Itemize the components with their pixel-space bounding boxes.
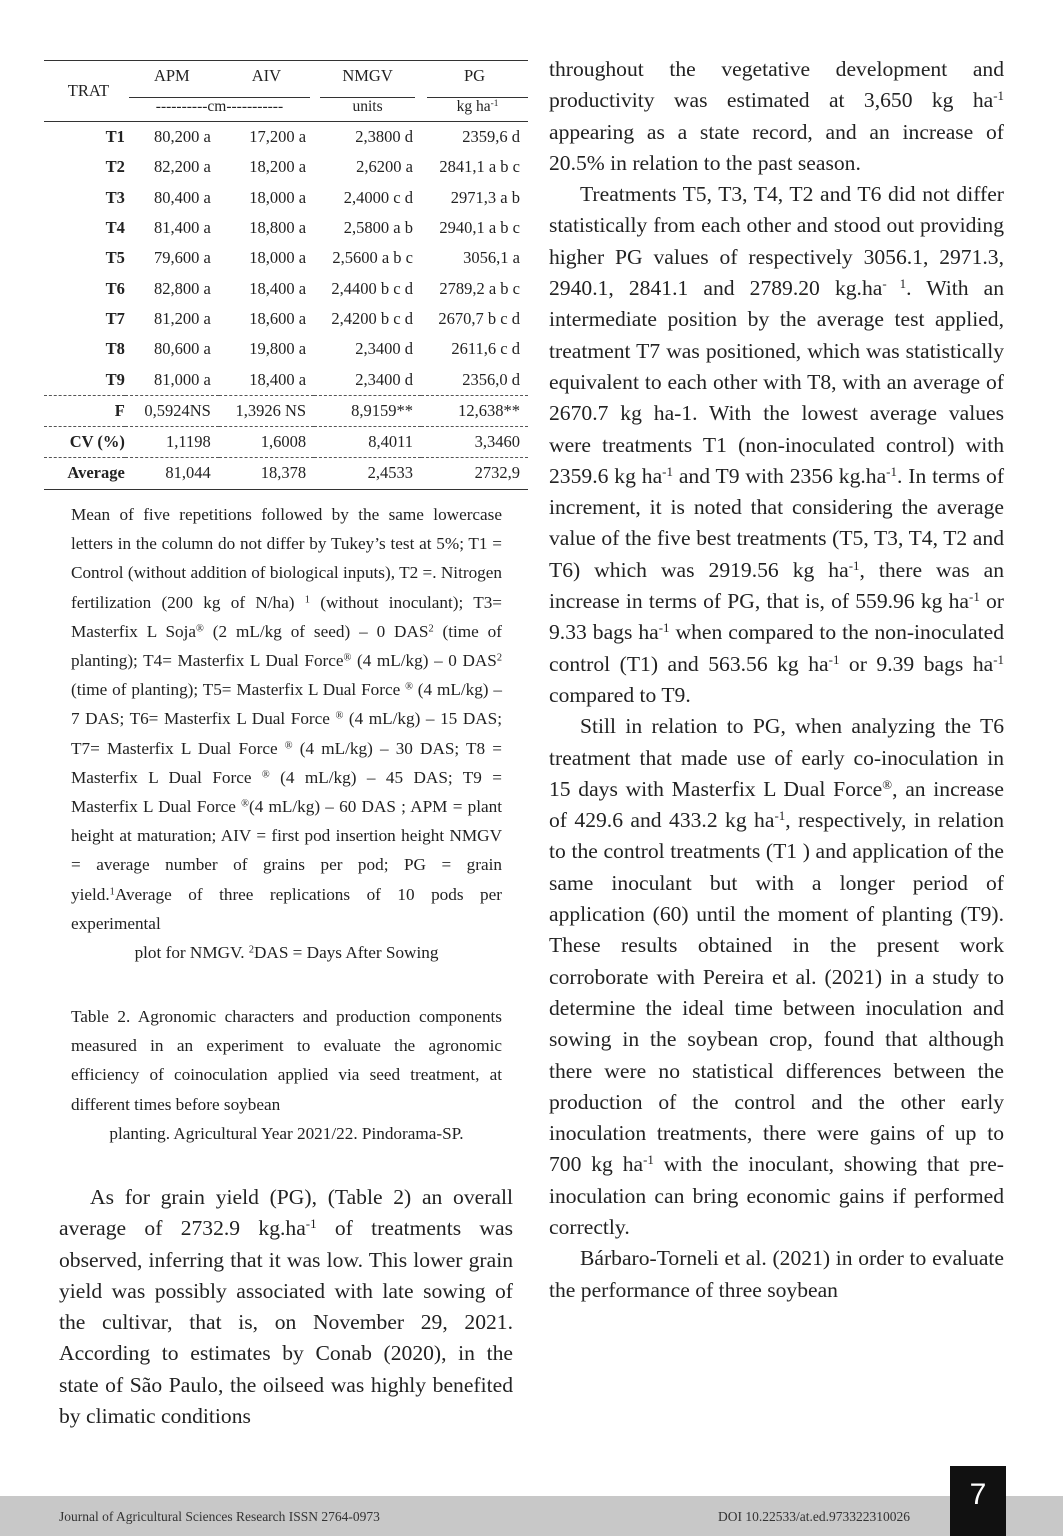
cell-pg: 2611,6 c d: [451, 339, 520, 359]
cell-pg: 2971,3 a b: [450, 187, 520, 207]
cell-apm: 81,400 a: [153, 218, 211, 238]
cell-pg: 12,638**: [421, 395, 528, 426]
r-p2d: . In terms of increment, it is noted that considering the average value of the five best treatments (T5, T3, T4, T2 and T6) which was 2919.56 kg ha: [549, 463, 1005, 582]
note-text-3: (2 mL/kg of seed) – 0 DAS: [203, 621, 429, 641]
note-text-2: (without inoculant); T3= Masterfix L Soja: [71, 592, 502, 641]
cell-aiv: 18,378: [219, 458, 314, 489]
note-last-line: [71, 938, 502, 967]
caption-last-line: planting. Agricultural Year 2021/22. Pindorama-SP.: [109, 1123, 464, 1143]
paragraph-grain-yield: [59, 1182, 513, 1432]
cell-nmgv: 2,4533: [314, 458, 421, 489]
page-number: 7: [969, 1478, 987, 1511]
table-row: [44, 183, 528, 213]
unit-pg-label: kg ha: [456, 97, 491, 115]
note-sup-2c: 2: [248, 944, 254, 956]
table-row: [44, 213, 528, 243]
r-p3b: , an increase of 429.6 and 433.2 kg ha: [549, 776, 1004, 833]
note-reg-2: ®: [343, 652, 352, 664]
cell-apm: 82,200 a: [153, 157, 211, 177]
note-text-6: (time of planting); T5= Masterfix L Dual Force: [71, 680, 406, 700]
note-last-text-2: DAS = Days After Sowing: [254, 943, 439, 963]
note-reg-5: ®: [284, 739, 293, 751]
r-sup-3: -1: [886, 463, 897, 479]
note-text-5: (4 mL/kg) – 0 DAS: [351, 651, 497, 671]
cell-aiv: 18,800 a: [249, 218, 307, 238]
row-label: T1: [44, 122, 125, 153]
r-p3c: , respectively, in relation to the control treatments (T1 ) and application of the same inoculant but with a longer period of application (60) until the moment of planting (T9). These results obtained in the present work corroborate with Pereira et al. (2021) in a study to determine the ideal time between inoculation and sowing in the soybean crop, found that although there were no statistical differences between the production of the control and the other early inoculation treatments, there were gains of up to 700 kg ha: [549, 808, 1004, 1177]
note-text-11: (4 mL/kg) – 60 DAS ; APM = plant height at maturation; AIV = first pod insertion height NMGV = average number of grains per pod; PG = grain yield.: [71, 797, 502, 904]
note-sup-1: 1: [304, 593, 310, 605]
cell-pg: 2732,9: [421, 458, 528, 489]
cell-apm: 80,200 a: [125, 122, 219, 153]
row-label: T4: [105, 218, 125, 238]
unit-cm-label: ----------cm-----------: [129, 97, 310, 116]
cell-apm: 80,600 a: [153, 339, 211, 359]
cell-pg: 2359,6 d: [421, 122, 528, 153]
r-p2i: compared to T9.: [549, 682, 691, 707]
note-reg-6: ®: [261, 769, 270, 781]
table-row: [44, 243, 528, 273]
r-sup-4: -1: [848, 557, 860, 573]
note-last-text: plot for NMGV.: [134, 943, 249, 963]
table-row: [44, 122, 528, 153]
note-text-12: Average of three replications of 10 pods per experimental: [71, 884, 502, 933]
note-text-9: (4 mL/kg) – 30 DAS; T8 = Masterfix L Dual Force: [71, 738, 502, 787]
note-reg-4: ®: [335, 710, 344, 722]
cell-apm: 80,400 a: [153, 187, 211, 207]
unit-cm: [125, 91, 314, 122]
footer-journal: Journal of Agricultural Sciences Research ISSN 2764-0973: [59, 1509, 380, 1524]
r-p2b: . With an intermediate position by the average test applied, treatment T7 was positioned, which was statistically equivalent to each other with T8, with an average of 2670.7 kg ha-1. With the lowest average values were treatments T1 (non-inoculated control) with 2359.6 kg ha: [549, 276, 1005, 488]
cell-apm: 81,044: [125, 458, 219, 489]
r-sup-1: -1: [993, 88, 1004, 104]
table-row: [44, 273, 528, 303]
note-text-8: (4 mL/kg) – 15 DAS; T7= Masterfix L Dual Force: [71, 709, 503, 758]
cell-apm: 0,5924NS: [125, 395, 219, 426]
cell-nmgv: 8,4011: [314, 426, 421, 457]
r-p1b: appearing as a state record, and an increase of 20.5% in relation to the past season.: [549, 119, 1004, 175]
r-p2c: and T9 with 2356 kg.ha: [672, 463, 887, 488]
paragraph-treatments: [549, 179, 1004, 711]
table-row: [44, 304, 528, 334]
table-caption: [71, 1002, 502, 1148]
table-row: [44, 334, 528, 364]
header-pg: PG: [421, 61, 528, 92]
cell-aiv: 17,200 a: [219, 122, 314, 153]
r-sup-8: -1: [993, 651, 1004, 667]
r-p1a: throughout the vegetative development and productivity was estimated at 3,650 kg ha: [549, 57, 1004, 113]
cell-aiv: 18,000 a: [249, 187, 307, 207]
cell-pg: 2356,0 d: [462, 369, 520, 389]
cell-aiv: 18,400 a: [249, 278, 307, 298]
left-column-text: [59, 1182, 513, 1432]
cell-aiv: 1,6008: [219, 426, 314, 457]
row-label: T6: [105, 278, 125, 298]
cell-pg: 2940,1 a b c: [439, 218, 520, 238]
row-label: F: [44, 395, 125, 426]
row-label: CV (%): [44, 426, 125, 457]
header-apm: APM: [125, 61, 219, 92]
right-column-text: [549, 54, 1004, 1306]
unit-pg-exponent: -1: [490, 98, 499, 109]
paragraph-continued: [549, 54, 1004, 179]
r-p2f: or 9.33 bags ha: [549, 589, 1004, 645]
cell-pg: 3056,1 a: [463, 248, 520, 268]
left-text-a: As for grain yield (PG), (Table 2) an overall average of 2732.9 kg.ha: [59, 1185, 513, 1241]
cell-apm: 81,000 a: [153, 369, 211, 389]
cell-nmgv: 2,6200 a: [356, 157, 413, 177]
note-reg-7: ®: [241, 798, 249, 810]
caption-text: Table 2. Agronomic characters and production components measured in an experiment to evaluate the agronomic efficiency of coinoculation applied via seed treatment, at different times before soybean: [71, 1007, 502, 1114]
page-footer: [0, 1496, 1063, 1536]
row-label: Average: [44, 458, 125, 489]
table-row-f: [44, 395, 528, 426]
unit-nmgv-label: units: [320, 97, 415, 116]
r-sup-9: -1: [774, 808, 786, 823]
cell-pg: 2841,1 a b c: [439, 157, 520, 177]
r-p3a: Still in relation to PG, when analyzing the T6 treatment that made use of early co-inoculation in 15 days with Masterfix L Dual Force: [549, 714, 1004, 801]
r-p2a: Treatments T5, T3, T4, T2 and T6 did not differ statistically from each other and stood out providing higher PG values of respectively 3056.1, 2971.3, 2940.1, 2841.1 and 2789.20 kg.ha: [549, 182, 1004, 301]
r-p3d: with the inoculant, showing that pre-inoculation can bring economic gains if performed correctly.: [549, 1152, 1004, 1239]
note-text-1: Mean of five repetitions followed by the same lowercase letters in the column do not differ by Tukey’s test at 5%; T1 = Control (without addition of biological inputs), T2 =. Nitrogen fertilization (200 kg of N/ha): [71, 505, 502, 612]
note-reg-3: ®: [405, 681, 413, 693]
cell-nmgv: 2,4400 b c d: [331, 278, 413, 298]
row-label: T7: [105, 308, 125, 328]
cell-aiv: 19,800 a: [249, 339, 307, 359]
note-reg-1: ®: [196, 623, 204, 635]
results-table: [44, 60, 528, 490]
left-sup-a: -1: [305, 1216, 317, 1232]
cell-apm: 79,600 a: [153, 248, 211, 268]
row-label: T2: [105, 157, 125, 177]
r-p2h: or 9.39 bags ha: [839, 651, 994, 676]
header-aiv: AIV: [219, 61, 314, 92]
results-table-wrapper: [44, 60, 528, 490]
cell-apm: 1,1198: [125, 426, 219, 457]
row-label: T9: [105, 369, 125, 389]
table-row-average: [44, 458, 528, 489]
cell-apm: 81,200 a: [153, 308, 211, 328]
cell-nmgv: 2,4200 b c d: [331, 308, 413, 328]
table-row: [44, 152, 528, 182]
cell-pg: 2670,7 b c d: [438, 308, 520, 328]
r-sup-6: -1: [658, 620, 670, 636]
cell-nmgv: 2,5600 a b c: [332, 248, 413, 268]
cell-aiv: 18,600 a: [249, 308, 307, 328]
page-number-box: [950, 1466, 1006, 1536]
r-sup-7: -1: [828, 651, 840, 667]
row-label: T3: [105, 187, 125, 207]
cell-nmgv: 2,3400 d: [355, 369, 413, 389]
note-sup-2b: 2: [496, 652, 502, 664]
cell-nmgv: 2,3400 d: [355, 339, 413, 359]
footer-doi: DOI 10.22533/at.ed.973322310026: [718, 1509, 910, 1524]
cell-pg: 3,3460: [421, 426, 528, 457]
cell-nmgv: 2,4000 c d: [343, 187, 413, 207]
table-row: [44, 364, 528, 395]
note-text-10: (4 mL/kg) – 45 DAS; T9 = Masterfix L Dual Force: [71, 767, 502, 817]
r-p4: Bárbaro-Torneli et al. (2021) in order to evaluate the performance of three soybean: [549, 1246, 1004, 1302]
r-p2g: when compared to the non-inoculated control (T1) and 563.56 kg ha: [549, 620, 1004, 676]
cell-aiv: 1,3926 NS: [219, 395, 314, 426]
unit-pg: [421, 91, 528, 122]
cell-aiv: 18,200 a: [249, 157, 307, 177]
header-trat: TRAT: [44, 61, 125, 122]
r-p2-sup: - 1: [882, 275, 907, 291]
left-text-b: of treatments was observed, inferring that it was low. This lower grain yield was possibly associated with late sowing of the cultivar, that is, on November 29, 2021. According to estimates by Conab (2020), in the state of São Paulo, the oilseed was highly benefited by climatic conditions: [59, 1216, 513, 1429]
table-row-cv: [44, 426, 528, 457]
cell-apm: 82,800 a: [153, 278, 211, 298]
r-p3-reg: ®: [882, 776, 893, 792]
row-label: T8: [105, 339, 125, 359]
note-sup-1b: 1: [109, 885, 115, 897]
r-p2e: , there was an increase in terms of PG, that is, of 559.96 kg ha: [549, 557, 1004, 614]
r-sup-2: -1: [662, 463, 673, 479]
paragraph-pg-t6: [549, 711, 1004, 1243]
unit-nmgv: [314, 91, 421, 122]
note-text-4: (time of planting); T4= Masterfix L Dual Force: [71, 621, 502, 671]
cell-aiv: 18,400 a: [249, 369, 307, 389]
cell-nmgv: 2,3800 d: [314, 122, 421, 153]
cell-aiv: 18,000 a: [249, 248, 307, 268]
paragraph-barbaro: [549, 1243, 1004, 1306]
row-label: T5: [105, 248, 125, 268]
r-sup-5: -1: [969, 588, 980, 604]
cell-nmgv: 2,5800 a b: [343, 218, 413, 238]
cell-nmgv: 8,9159**: [314, 395, 421, 426]
table-body: [44, 122, 528, 490]
cell-pg: 2789,2 a b c: [439, 278, 520, 298]
header-nmgv: NMGV: [314, 61, 421, 92]
table-footnote: [71, 500, 502, 967]
r-sup-10: -1: [643, 1152, 654, 1168]
note-sup-2a: 2: [428, 623, 434, 635]
note-text-7: (4 mL/kg) – 7 DAS; T6= Masterfix L Dual Force: [71, 680, 502, 729]
